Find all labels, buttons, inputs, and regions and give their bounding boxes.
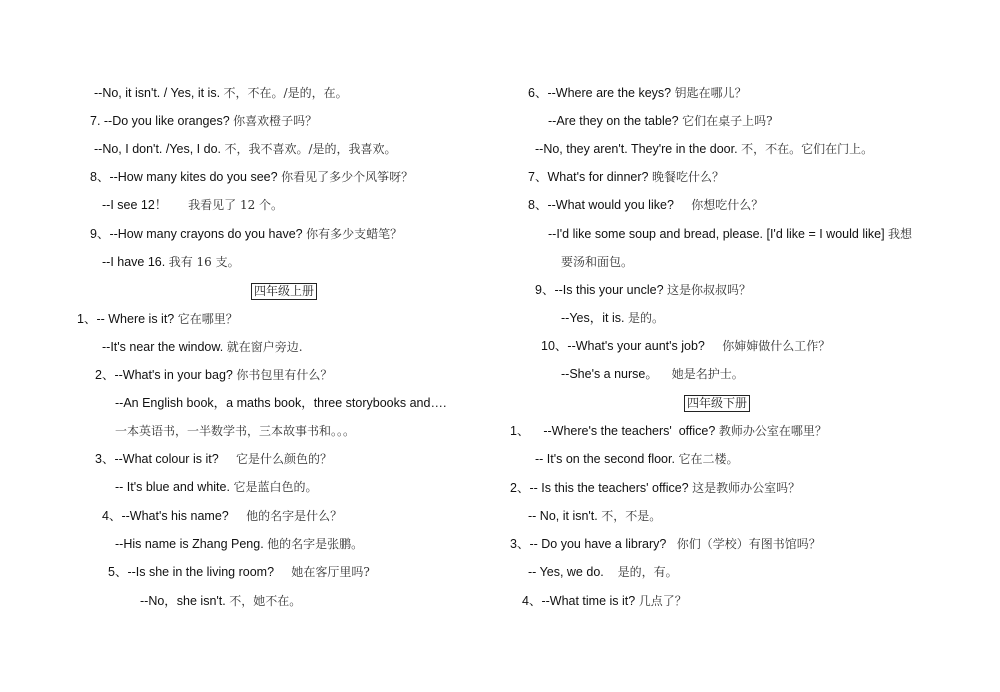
dialogue-line: 7、What's for dinner? 晚餐吃什么？ xyxy=(528,170,724,184)
dialogue-line: 9、--How many crayons do you have? 你有多少支蜡笔？ xyxy=(90,227,403,241)
dialogue-line: --An English book，a maths book，three storybooks and…. xyxy=(115,396,447,410)
dialogue-line: 1、-- Where is it? 它在哪里？ xyxy=(77,312,238,326)
dialogue-line: 5、--Is she in the living room? 她在客厅里吗? xyxy=(108,565,370,579)
dialogue-line: --No, they aren't. They're in the door. 不，不在。它们在门上。 xyxy=(535,142,874,156)
dialogue-line: --No, I don't. /Yes, I do. 不，我不喜欢。/是的，我喜欢。 xyxy=(94,142,397,156)
dialogue-line: 8、--What would you like? 你想吃什么？ xyxy=(528,198,764,212)
section-heading-grade4-vol2: 四年级下册 xyxy=(684,395,750,412)
dialogue-line: 4、--What time is it? 几点了？ xyxy=(522,594,687,608)
dialogue-line: --I have 16. 我有 16 支。 xyxy=(102,255,240,269)
dialogue-line: --Are they on the table? 它们在桌子上吗? xyxy=(548,114,773,128)
dialogue-line: 要汤和面包。 xyxy=(561,255,634,269)
dialogue-line: --Yes，it is. 是的。 xyxy=(561,311,664,325)
dialogue-line: --I'd like some soup and bread, please. [I'd like = I would like] 我想 xyxy=(548,227,913,241)
dialogue-line: 一本英语书，一半数学书，三本故事书和。。。 xyxy=(115,424,356,438)
dialogue-line: -- Yes, we do. 是的，有。 xyxy=(528,565,678,579)
dialogue-line: --I see 12！ 我看见了 12 个。 xyxy=(102,198,284,212)
dialogue-line: -- It's blue and white. 它是蓝白色的。 xyxy=(115,480,318,494)
dialogue-line: -- No, it isn't. 不，不是。 xyxy=(528,509,662,523)
dialogue-line: 3、--What colour is it? 它是什么颜色的？ xyxy=(95,452,333,466)
dialogue-line: 6、--Where are the keys? 钥匙在哪儿？ xyxy=(528,86,747,100)
dialogue-line: --No，she isn't. 不，她不在。 xyxy=(140,594,302,608)
dialogue-line: 8、--How many kites do you see? 你看见了多少个风筝呀？ xyxy=(90,170,414,184)
dialogue-line: 3、-- Do you have a library? 你们（学校）有图书馆吗？ xyxy=(510,537,821,551)
dialogue-line: --His name is Zhang Peng. 他的名字是张鹏。 xyxy=(115,537,364,551)
dialogue-line: 10、--What's your aunt's job? 你婶婶做什么工作？ xyxy=(541,339,831,353)
section-heading-grade4-vol1: 四年级上册 xyxy=(251,283,317,300)
dialogue-line: --No, it isn't. / Yes, it is. 不，不在。/是的，在。 xyxy=(94,86,348,100)
dialogue-line: 2、-- Is this the teachers' office? 这是教师办公室吗？ xyxy=(510,481,801,495)
dialogue-line: --It's near the window. 就在窗户旁边. xyxy=(102,340,303,354)
dialogue-line: 1、 --Where's the teachers' office? 教师办公室在哪里？ xyxy=(510,424,827,438)
dialogue-line: --She's a nurse。 她是名护士。 xyxy=(561,367,744,381)
dialogue-line: 9、--Is this your uncle? 这是你叔叔吗？ xyxy=(535,283,752,297)
dialogue-line: -- It's on the second floor. 它在二楼。 xyxy=(535,452,739,466)
dialogue-line: 2、--What's in your bag? 你书包里有什么？ xyxy=(95,368,333,382)
dialogue-line: 7. --Do you like oranges? 你喜欢橙子吗？ xyxy=(90,114,318,128)
dialogue-line: 4、--What's his name? 他的名字是什么？ xyxy=(102,509,343,523)
